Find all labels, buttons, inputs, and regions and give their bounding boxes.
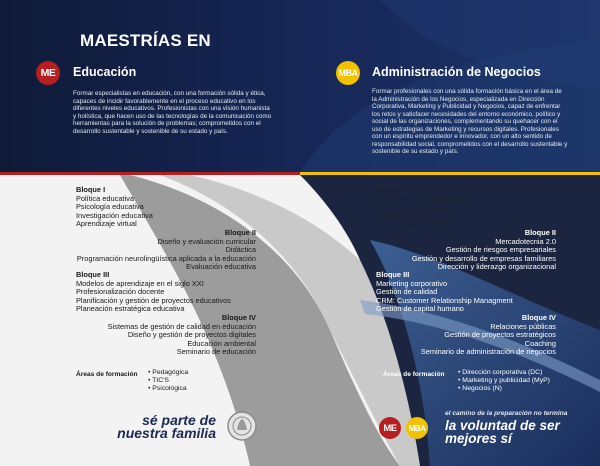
- course-item: Gestión de proyectos estratégicos: [444, 330, 556, 340]
- course-item: Finanzas corporativas: [376, 202, 449, 212]
- course-item: Diseño y evaluación curricular: [157, 236, 256, 246]
- block-heading: Bloque II: [524, 228, 556, 237]
- area-item: • Psicológica: [148, 385, 188, 393]
- course-item: Gestión de capital humano: [376, 304, 464, 314]
- area-item: • Marketing y publicidad (MyP): [458, 377, 550, 385]
- me-logo-badge-small: ME: [379, 417, 401, 439]
- course-item: Psicología educativa: [76, 202, 144, 212]
- edu-areas-label: Áreas de formación: [76, 371, 138, 378]
- course-item: Seminario de educación: [176, 347, 256, 357]
- course-item: Aprendizaje virtual: [76, 219, 137, 229]
- course-item: Sistemas de gestión de calidad en educación: [107, 321, 256, 331]
- block-heading: Bloque IV: [221, 313, 256, 322]
- program-title-education: Educación: [73, 65, 137, 79]
- course-item: Investigación educativa: [76, 210, 153, 220]
- course-item: Modelos de aprendizaje en el siglo XXI: [76, 278, 204, 288]
- slogan: [110, 414, 216, 440]
- mba-areas-list: [458, 369, 550, 394]
- program-description-business: Formar profesionales con una sólida formación básica en el área de la Administración de los Negocios, especializada en Dirección Corporativa, Marketing y Publicidad y Negocios, capaz de enfrentar los retos y satisfacer necesidades del entorno económico, político y social de las organizaciones, complementando su quehacer con el uso de estrategias de Marketing y recursos digitales. Profesionales con un espíritu emprendedor e innovador, con un alto sentido de responsabilidad social, comprometidos con el desarrollo sustentable y sostenible de su estado y país.: [372, 88, 568, 155]
- course-item: CRM: Customer Relationship Managment: [376, 295, 513, 305]
- course-item: Mercadotecnia 2.0: [495, 236, 556, 246]
- course-item: Planificación y gestión de proyectos educativos: [76, 295, 231, 305]
- block-heading: Bloque II: [224, 228, 256, 237]
- course-item: Gestión de riesgos empresariales: [445, 245, 556, 255]
- course-item: Seminario de administración de negocios: [420, 347, 556, 357]
- course-item: Dirección y liderazgo organizacional: [437, 262, 556, 272]
- course-item: Marketing corporativo: [376, 278, 448, 288]
- tagline-small: el camino de la preparación no termina: [445, 410, 568, 417]
- course-item: Gestión de calidad: [376, 287, 438, 297]
- course-item: Coaching: [524, 338, 556, 348]
- course-item: Gestión y desarrollo de empresas familiares: [411, 253, 556, 263]
- block-heading: Bloque IV: [521, 313, 556, 322]
- edu-block-1: [76, 186, 236, 229]
- course-item: Educación ambiental: [187, 338, 256, 348]
- slogan-line-1: sé parte de: [142, 412, 216, 428]
- edu-block-4: [60, 314, 256, 357]
- tagline-line-2: mejores sí: [445, 431, 512, 446]
- program-title-business: Administración de Negocios: [372, 65, 541, 79]
- course-item: Didáctica: [225, 245, 256, 255]
- block-heading: Bloque I: [376, 185, 406, 194]
- block-heading: Bloque III: [76, 270, 110, 279]
- mba-areas-label: Áreas de formación: [383, 371, 445, 378]
- mba-logo-badge-small: MBA: [406, 417, 428, 439]
- block-heading: Bloque III: [376, 270, 410, 279]
- mba-block-2: [360, 229, 556, 272]
- block-heading: Bloque I: [76, 185, 106, 194]
- area-item: • Negocios (N): [458, 385, 550, 393]
- mba-block-1: [376, 186, 536, 229]
- course-item: Programación neurolingüística aplicada a la educación: [76, 253, 256, 263]
- area-item: • TIC'S: [148, 377, 188, 385]
- mba-logo-badge: MBA: [336, 61, 360, 85]
- area-item: • Pedagógica: [148, 369, 188, 377]
- course-item: Modelo de toma de decisiones: [376, 193, 477, 203]
- course-item: Comportamiento del consumidor: [376, 210, 483, 220]
- edu-block-2: [60, 229, 256, 272]
- edu-areas-list: [148, 369, 188, 394]
- edu-block-3: [76, 271, 246, 314]
- area-item: • Dirección corporativa (DC): [458, 369, 550, 377]
- tagline-large: [445, 419, 560, 445]
- university-seal-icon: [226, 410, 258, 442]
- course-item: Innovación y desarrollo de negocios: [376, 219, 494, 229]
- slogan-line-2: nuestra familia: [117, 425, 216, 441]
- me-logo-badge: ME: [36, 61, 60, 85]
- course-item: Planeación estratégica educativa: [76, 304, 185, 314]
- course-item: Evaluación educativa: [186, 262, 256, 272]
- tagline-line-1: la voluntad de ser: [445, 418, 560, 433]
- mba-block-4: [360, 314, 556, 357]
- program-description-education: Formar especialistas en educación, con una formación sólida y ética, capaces de incidir favorablemente en el proceso educativo en los diferentes niveles educativos. Profesionistas con una visión humanista y holística, que hacen uso de las tecnologías de la comunicación como herramientas para la solución de problemas; comprometidos con el desarrollo sustentable y sostenible de su estado y país.: [73, 90, 272, 135]
- mba-block-3: [376, 271, 556, 314]
- course-item: Política educativa: [76, 193, 134, 203]
- course-item: Profesionalización docente: [76, 287, 165, 297]
- course-item: Relaciones públicas: [490, 321, 556, 331]
- page-title: MAESTRÍAS EN: [80, 31, 211, 50]
- course-item: Diseño y gestión de proyectos digitales: [127, 330, 256, 340]
